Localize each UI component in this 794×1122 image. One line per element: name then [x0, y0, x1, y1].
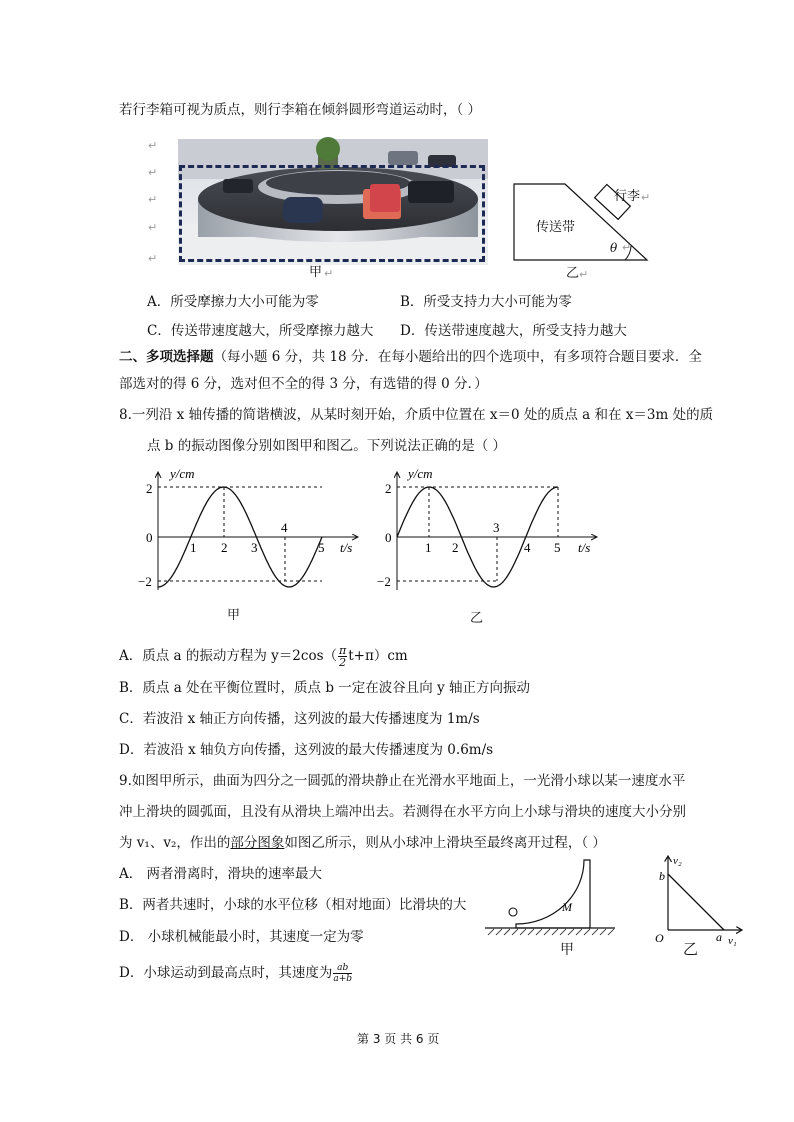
q8-option-b: B．质点 a 处在平衡位置时，质点 b 一定在波谷且向 y 轴正方向振动: [119, 680, 530, 696]
t-axis-label: t/s: [340, 540, 353, 555]
q9-option-c: D． 小球机械能最小时，其速度一定为零: [119, 929, 364, 945]
origin-label: O: [655, 931, 664, 945]
y-tick-bottom: −2: [138, 574, 152, 589]
q9-fig-jia-caption: 甲: [560, 942, 574, 958]
graph-yi-caption: 乙: [470, 611, 484, 626]
q9-fig-yi-caption: 乙: [683, 940, 699, 958]
t-axis-label: t/s: [578, 540, 591, 555]
t-tick-2: 2: [221, 540, 228, 555]
section-2-heading: [119, 348, 702, 366]
paragraph-mark-icon: ↵: [324, 267, 334, 280]
q8-stem-1: 8.一列沿 x 轴传播的简谐横波，从某时刻开始，介质中位置在 x＝0 处的质点 a 和在 x＝3m 处的质: [119, 407, 714, 423]
highlight-dashed-box: [179, 165, 485, 262]
paragraph-mark-icon: ↵: [148, 139, 158, 152]
q9-option-d: [119, 958, 353, 988]
q7-stem: 若行李箱可视为质点，则行李箱在倾斜圆形弯道运动时，（ ）: [119, 102, 482, 118]
velocity-graph: [652, 850, 747, 950]
q9-option-a: A． 两者滑离时，滑块的速率最大: [119, 866, 323, 882]
fraction-numerator: ab: [333, 963, 352, 974]
page-footer: 第 3 页 共 6 页: [357, 1032, 440, 1046]
origin-label: 0: [385, 530, 392, 545]
fraction-denominator: a+b: [333, 974, 352, 984]
t-tick-3: 3: [251, 540, 258, 555]
fraction: [338, 645, 347, 668]
graph-yi: [372, 460, 602, 600]
a-label: a: [716, 930, 722, 944]
section-desc-1: （每小题 6 分，共 18 分．在每小题给出的四个选项中，有多项符合题目要求．全: [213, 349, 702, 365]
paragraph-mark-icon: ↵: [148, 252, 158, 265]
t-tick-5: 5: [554, 540, 561, 555]
t-tick-4: 4: [281, 520, 288, 535]
b-label: b: [659, 869, 665, 883]
graph-jia: [140, 460, 365, 600]
y-tick-top: 2: [385, 481, 392, 496]
q9-option-d-text: D．小球运动到最高点时，其速度为: [119, 965, 333, 981]
v2-axis-label: v₂: [673, 855, 682, 867]
t-tick-3: 3: [493, 520, 500, 535]
q7-option-d: D．传送带速度越大，所受支持力越大: [400, 323, 627, 339]
q8-option-a-text: A．质点 a 的振动方程为 y＝2cos（: [119, 648, 338, 664]
slider-block-diagram: [480, 858, 620, 938]
q8-option-c: C．若波沿 x 轴正方向传播，这列波的最大传播速度为 1m/s: [119, 711, 480, 727]
paragraph-mark-icon: ↵: [579, 268, 589, 281]
velocity-graph-line: [668, 874, 724, 930]
t-tick-1: 1: [425, 540, 432, 555]
paragraph-mark-icon: ↵: [641, 191, 651, 204]
q9-option-b: B．两者共速时，小球的水平位移（相对地面）比滑块的大: [119, 897, 467, 913]
q9-stem-3-tail: 如图乙所示，则从小球冲上滑块至最终离开过程，（ ）: [284, 835, 606, 851]
paragraph-mark-icon: ↵: [148, 221, 158, 234]
fraction: [333, 963, 352, 984]
paragraph-mark-icon: ↵: [148, 166, 158, 179]
q9-stem-2: 冲上滑块的圆弧面，且没有从滑块上端冲出去。若测得在水平方向上小球与滑块的速度大小分别: [119, 804, 686, 820]
q8-option-a-tail: t+π）cm: [348, 648, 408, 664]
t-tick-4: 4: [524, 540, 531, 555]
v1-axis-label: v₁: [728, 935, 737, 947]
q7-option-a: A．所受摩擦力大小可能为零: [147, 294, 319, 310]
fraction-numerator: π: [339, 644, 347, 657]
section-title: 二、多项选择题: [119, 349, 214, 365]
section-desc-2: 部选对的得 6 分，选对但不全的得 3 分，有选错的得 0 分．）: [119, 376, 488, 392]
q9-stem-3-underlined: 部分图象: [230, 835, 285, 851]
paragraph-mark-icon: ↵: [148, 193, 158, 206]
y-tick-bottom: −2: [377, 574, 391, 589]
q9-stem-3: [119, 834, 606, 852]
q9-stem-3-text: 为 v₁、v₂，作出的: [119, 835, 231, 851]
y-tick-top: 2: [146, 481, 153, 496]
fraction-denominator: 2: [339, 656, 347, 669]
belt-label: 传送带: [536, 220, 576, 235]
q8-stem-2: 点 b 的振动图像分别如图甲和图乙。下列说法正确的是（ ）: [147, 438, 507, 454]
graph-jia-caption: 甲: [227, 608, 241, 623]
q7-option-b: B．所受支持力大小可能为零: [400, 294, 572, 310]
fig-jia-caption: 甲: [309, 265, 323, 280]
t-tick-2: 2: [452, 540, 459, 555]
theta-label: θ: [610, 241, 618, 255]
paragraph-mark-icon: ↵: [622, 241, 632, 254]
q8-option-d: D．若波沿 x 轴负方向传播，这列波的最大传播速度为 0.6m/s: [119, 742, 494, 758]
q8-option-a: [119, 641, 408, 671]
y-axis-label: y/cm: [170, 466, 195, 481]
origin-label: 0: [146, 530, 153, 545]
t-tick-1: 1: [190, 540, 197, 555]
q9-stem-1: 9.如图甲所示，曲面为四分之一圆弧的滑块静止在光滑水平地面上，一光滑小球以某一速度水平: [119, 773, 686, 789]
luggage-label: 行李: [614, 189, 641, 204]
block-label: M: [562, 900, 572, 914]
t-tick-5: 5: [318, 540, 325, 555]
q7-option-c: C．传送带速度越大，所受摩擦力越大: [147, 323, 374, 339]
fig-yi-caption: 乙: [566, 266, 580, 281]
y-axis-label: y/cm: [408, 466, 433, 481]
